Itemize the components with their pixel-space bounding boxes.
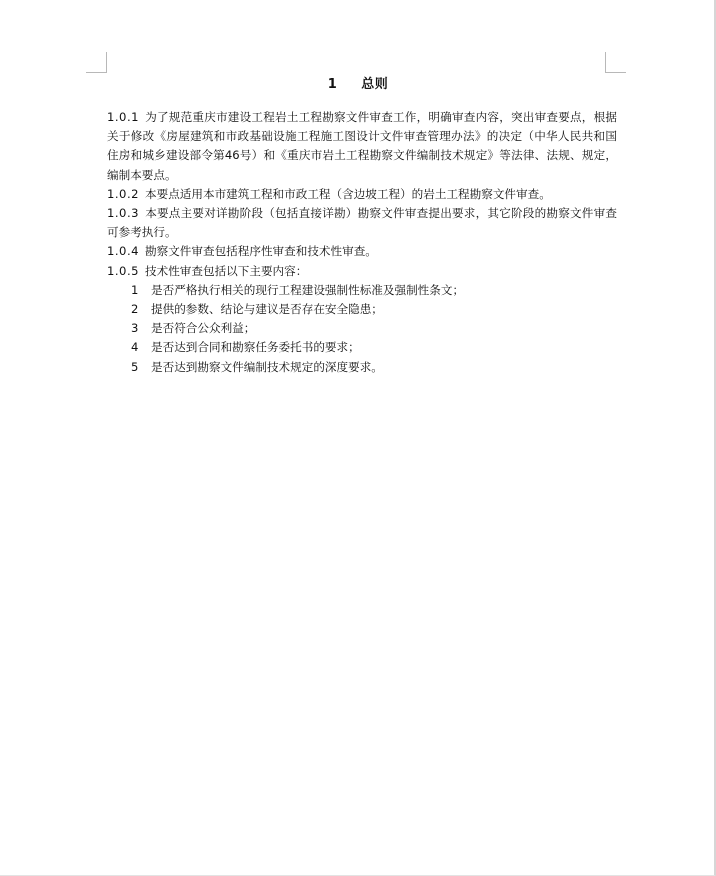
list-item xyxy=(107,358,617,377)
list-item-number: 2 xyxy=(131,302,139,317)
clause-paragraph xyxy=(107,108,617,185)
chapter-number: 1 xyxy=(327,77,338,92)
clause-paragraph xyxy=(107,242,617,261)
list-item-number: 4 xyxy=(131,340,139,355)
crop-mark-top-right xyxy=(605,52,606,73)
document-body xyxy=(107,108,617,377)
chapter-title xyxy=(0,73,716,92)
list-item-number: 3 xyxy=(131,321,139,336)
list-item xyxy=(107,281,617,300)
clause-number: 1.0.4 xyxy=(107,244,139,259)
list-item-text: 提供的参数、结论与建议是否存在安全隐患； xyxy=(151,302,383,317)
chapter-name: 总则 xyxy=(361,77,389,92)
list-item-text: 是否达到勘察文件编制技术规定的深度要求。 xyxy=(151,359,383,374)
list-item-text: 是否严格执行相关的现行工程建设强制性标准及强制性条文； xyxy=(151,282,465,297)
list-item-text: 是否达到合同和勘察任务委托书的要求； xyxy=(151,340,360,355)
clause-text: 为了规范重庆市建设工程岩土工程勘察文件审查工作，明确审查内容，突出审查要点，根据关于修改《房屋建筑和市政基础设施工程施工图设计文件审查管理办法》的决定（中华人民共和国住房和城乡建设部令第46号）和《重庆市岩土工程勘察文件编制技术规定》等法律、法规、规定，编制本要点。 xyxy=(107,110,617,182)
clause-number: 1.0.5 xyxy=(107,263,139,278)
clause-paragraph xyxy=(107,262,617,281)
list-item xyxy=(107,319,617,338)
list-item-number: 1 xyxy=(131,282,139,297)
clause-number: 1.0.3 xyxy=(107,206,139,221)
crop-mark-top-left xyxy=(106,52,107,73)
list-item xyxy=(107,338,617,357)
clause-number: 1.0.2 xyxy=(107,186,139,201)
clause-paragraph xyxy=(107,185,617,204)
clause-text: 技术性审查包括以下主要内容： xyxy=(145,263,308,278)
list-item xyxy=(107,300,617,319)
clause-text: 本要点主要对详勘阶段（包括直接详勘）勘察文件审查提出要求，其它阶段的勘察文件审查可参考执行。 xyxy=(107,206,617,240)
clause-text: 勘察文件审查包括程序性审查和技术性审查。 xyxy=(145,244,377,259)
clause-number: 1.0.1 xyxy=(107,110,139,124)
list-item-text: 是否符合公众利益； xyxy=(151,321,256,336)
list-item-number: 5 xyxy=(131,359,139,374)
clause-paragraph xyxy=(107,204,617,242)
clause-text: 本要点适用本市建筑工程和市政工程（含边坡工程）的岩土工程勘察文件审查。 xyxy=(145,186,551,201)
